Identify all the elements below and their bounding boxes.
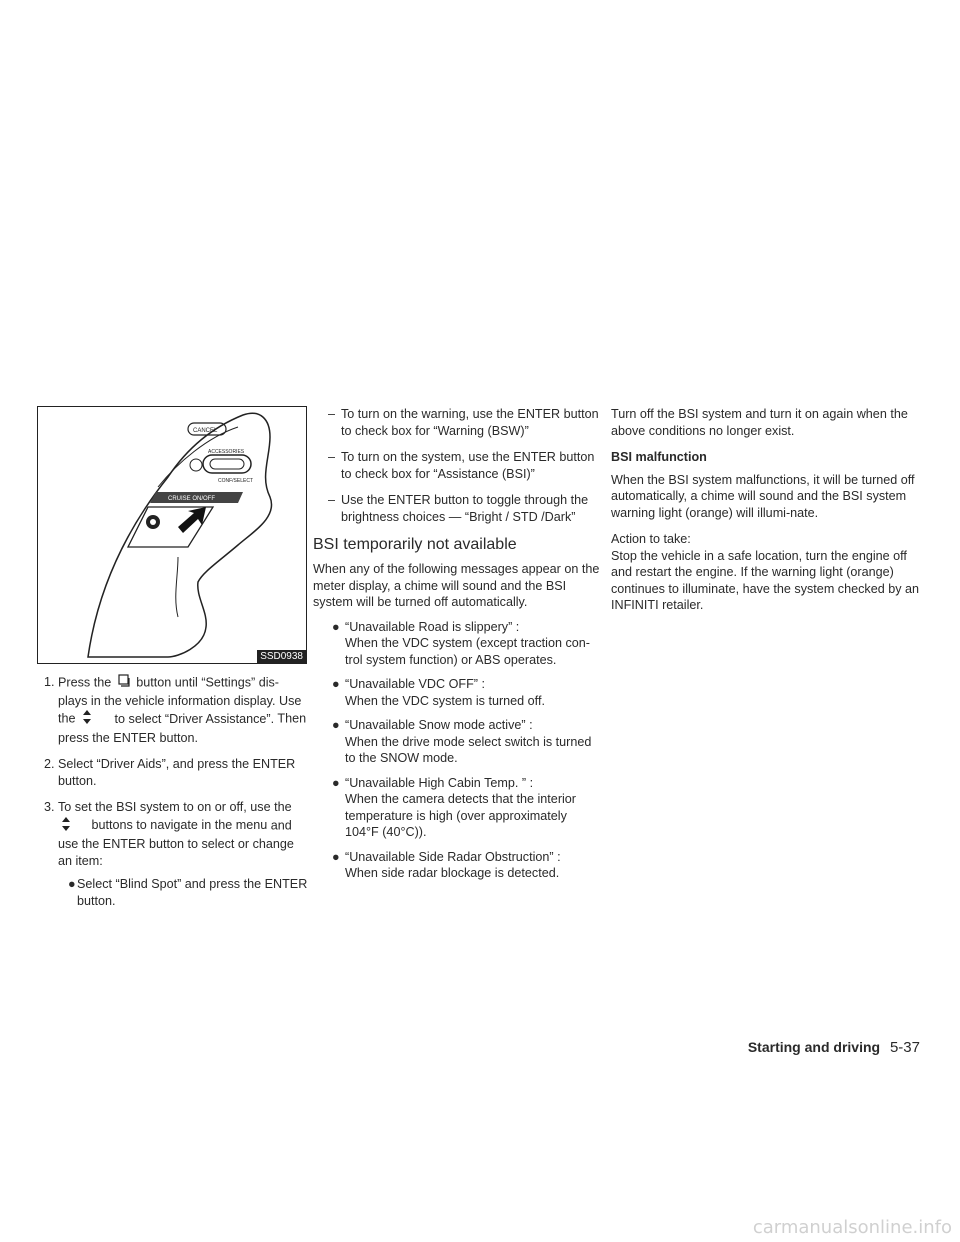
- dash-symbol: –: [328, 450, 336, 464]
- step-3-text-c: buttons to navigate in the menu: [91, 818, 268, 833]
- up-down-arrow-icon: [81, 709, 93, 730]
- bullet-symbol: ●: [332, 677, 340, 691]
- malfunction-paragraph: When the BSI system malfunctions, it will be turned off automatically, a chime will sound and the BSI system warning light (orange) will illumi-nate.: [611, 472, 915, 520]
- column-left: [37, 406, 309, 909]
- section-heading-not-available: BSI temporarily not available: [313, 536, 517, 553]
- message-description: When the drive mode select switch is turned to the SNOW mode.: [345, 734, 592, 765]
- message-item: [313, 717, 601, 767]
- dash-symbol: –: [328, 493, 336, 507]
- step-3-text-d: and use the ENTER button to select or change an item:: [58, 818, 294, 868]
- display-button-icon: [117, 674, 131, 693]
- message-item: [313, 619, 601, 669]
- message-title: “Unavailable High Cabin Temp. ” :: [345, 775, 534, 790]
- step-1-text-f: Then press the ENTER button.: [58, 711, 307, 745]
- dash-item-warning-text: To turn on the warning, use the ENTER button to check box for “Warning (BSW)”: [341, 407, 599, 438]
- section-heading-malfunction: BSI malfunction: [611, 450, 707, 464]
- message-item: [313, 849, 601, 882]
- restart-paragraph: Turn off the BSI system and turn it on again when the above conditions no longer exist.: [611, 407, 908, 438]
- step-3-text-b: the: [274, 800, 292, 814]
- step-3-bullet-text: Select “Blind Spot” and press the ENTER button.: [77, 877, 308, 908]
- step-3-number: 3.: [44, 800, 55, 814]
- message-item: [313, 676, 601, 709]
- accessories-label: ACCESSORIES: [208, 449, 245, 455]
- conf-select-label: CONF/SELECT: [218, 478, 254, 484]
- footer-section-title: Starting and driving: [747, 1039, 881, 1055]
- bullet-symbol: ●: [68, 877, 76, 891]
- step-1-text-e: to select “Driver Assistance”.: [114, 711, 275, 726]
- message-description: When the camera detects that the interior temperature is high (over approximately 104°F (40°C)).: [345, 792, 577, 839]
- dash-item-warning: [313, 406, 601, 439]
- bullet-symbol: ●: [332, 775, 340, 790]
- message-description: When the VDC system (except traction con-trol system function) or ABS operates.: [345, 636, 590, 667]
- message-description: When side radar blockage is detected.: [345, 866, 560, 880]
- message-description: When the VDC system is turned off.: [345, 693, 545, 708]
- column-right: [611, 406, 921, 622]
- bullet-symbol: ●: [332, 718, 340, 732]
- page-footer: [748, 1038, 920, 1057]
- page-number: 5-37: [889, 1039, 920, 1056]
- cancel-label: CANCEL: [193, 428, 218, 434]
- message-item: [313, 775, 601, 841]
- column-middle: [313, 406, 601, 882]
- step-3-text-a: To set the BSI system to on or off, use: [58, 800, 271, 814]
- up-down-arrow-icon: [60, 816, 72, 837]
- bullet-symbol: ●: [332, 619, 340, 634]
- step-2-text: Select “Driver Aids”, and press the ENTER button.: [58, 757, 296, 788]
- message-title: “Unavailable Side Radar Obstruction” :: [345, 849, 561, 864]
- action-label: Action to take:: [611, 532, 691, 546]
- step-1-text-b: button until “Settings” dis-: [136, 675, 280, 690]
- dash-item-brightness-text: Use the ENTER button to toggle through the brightness choices — “Bright / STD /Dark”: [341, 493, 589, 524]
- steering-switch-illustration: [38, 407, 306, 663]
- watermark: carmanualsonline.info: [752, 1217, 952, 1238]
- dash-item-brightness: [313, 492, 601, 525]
- step-3: [37, 799, 309, 869]
- dash-symbol: –: [328, 407, 336, 421]
- step-1-text-c: plays in the vehicle information display. Use: [58, 693, 302, 708]
- message-title: “Unavailable VDC OFF” :: [345, 677, 485, 691]
- not-available-intro: When any of the following messages appear on the meter display, a chime will sound and the BSI system will be turned off automatically.: [313, 562, 600, 609]
- step-1-text-a: Press the: [58, 675, 112, 690]
- step-1-text-d: the: [58, 711, 76, 726]
- step-3-bullet: [37, 876, 309, 909]
- dash-item-system: [313, 449, 601, 482]
- step-1-number: 1.: [44, 675, 55, 689]
- action-paragraph: Stop the vehicle in a safe location, turn the engine off and restart the engine. If the warning light (orange) continues to illuminate, have the system checked by an INFINITI retailer.: [611, 548, 920, 612]
- dash-item-system-text: To turn on the system, use the ENTER button to check box for “Assistance (BSI)”: [341, 450, 595, 481]
- step-2: [37, 756, 309, 789]
- message-title: “Unavailable Snow mode active” :: [345, 718, 533, 732]
- bullet-symbol: ●: [332, 849, 340, 864]
- cruise-onoff-label: CRUISE ON/OFF: [168, 496, 216, 502]
- steering-switch-figure: [37, 406, 307, 664]
- message-title: “Unavailable Road is slippery” :: [345, 619, 520, 634]
- figure-code-label: SSD0938: [257, 650, 306, 663]
- step-1: [37, 674, 309, 746]
- step-2-number: 2.: [44, 757, 55, 771]
